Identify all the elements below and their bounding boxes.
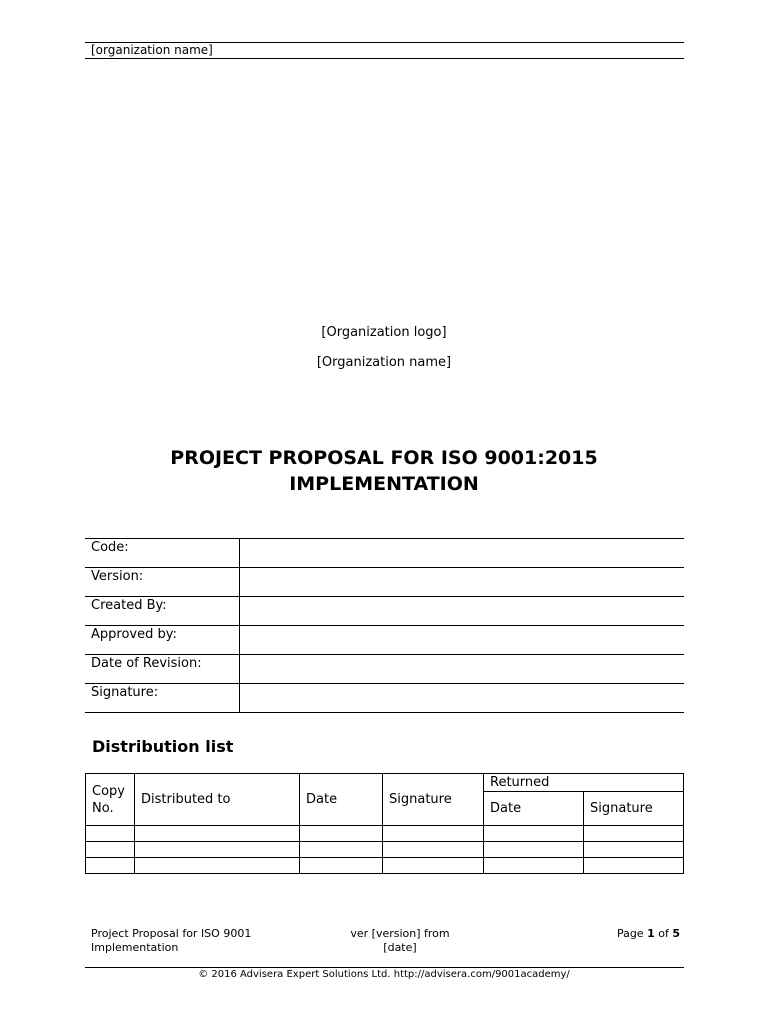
table-cell[interactable] xyxy=(86,826,135,842)
table-cell[interactable] xyxy=(86,842,135,858)
table-cell[interactable] xyxy=(584,842,684,858)
table-row xyxy=(86,858,684,874)
header-returned-date: Date xyxy=(484,792,584,826)
info-value xyxy=(240,626,685,655)
organization-name-placeholder: [Organization name] xyxy=(316,355,452,370)
footer-divider xyxy=(85,967,684,968)
header-distributed-to: Distributed to xyxy=(135,774,300,826)
info-value xyxy=(240,655,685,684)
info-label: Code: xyxy=(85,539,240,568)
table-cell[interactable] xyxy=(584,858,684,874)
header-copy-no: Copy No. xyxy=(86,774,135,826)
info-label: Created By: xyxy=(85,597,240,626)
table-cell[interactable] xyxy=(135,842,300,858)
table-cell[interactable] xyxy=(86,858,135,874)
table-row xyxy=(86,842,684,858)
header-organization-name: [organization name] xyxy=(91,43,213,57)
distribution-table xyxy=(85,773,684,874)
distribution-header-row xyxy=(86,774,684,792)
info-value xyxy=(240,684,685,713)
header-date: Date xyxy=(300,774,383,826)
document-title-line-1: PROJECT PROPOSAL FOR ISO 9001:2015 xyxy=(170,447,598,469)
page-prefix: Page xyxy=(616,927,648,940)
table-cell[interactable] xyxy=(135,858,300,874)
footer-document-name: Project Proposal for ISO 9001 Implementation xyxy=(91,927,252,954)
info-row-version xyxy=(85,568,684,597)
header-returned-signature: Signature xyxy=(584,792,684,826)
footer-page-number xyxy=(617,927,680,941)
info-value xyxy=(240,539,685,568)
table-row xyxy=(86,826,684,842)
document-title xyxy=(0,445,768,497)
info-label: Signature: xyxy=(85,684,240,713)
info-value xyxy=(240,597,685,626)
info-value xyxy=(240,568,685,597)
table-cell[interactable] xyxy=(383,858,484,874)
document-info-table xyxy=(85,538,684,713)
info-row-code xyxy=(85,539,684,568)
distribution-list-heading: Distribution list xyxy=(92,737,234,756)
info-label: Date of Revision: xyxy=(85,655,240,684)
table-cell[interactable] xyxy=(383,842,484,858)
info-row-approved-by xyxy=(85,626,684,655)
page-current: 1 xyxy=(647,927,655,940)
info-label: Approved by: xyxy=(85,626,240,655)
organization-logo-placeholder: [Organization logo] xyxy=(321,325,447,340)
header-returned: Returned xyxy=(484,774,684,792)
page-header xyxy=(85,42,684,59)
copyright-notice: © 2016 Advisera Expert Solutions Ltd. http://advisera.com/9001academy/ xyxy=(198,969,570,980)
info-row-date-of-revision xyxy=(85,655,684,684)
table-cell[interactable] xyxy=(484,842,584,858)
table-cell[interactable] xyxy=(300,858,383,874)
table-cell[interactable] xyxy=(484,826,584,842)
table-cell[interactable] xyxy=(300,826,383,842)
table-cell[interactable] xyxy=(135,826,300,842)
table-cell[interactable] xyxy=(383,826,484,842)
page-total: 5 xyxy=(672,927,680,940)
table-cell[interactable] xyxy=(584,826,684,842)
table-cell[interactable] xyxy=(484,858,584,874)
info-row-signature xyxy=(85,684,684,713)
footer-version: ver [version] from [date] xyxy=(350,927,450,954)
header-signature: Signature xyxy=(383,774,484,826)
page-of: of xyxy=(654,927,673,940)
document-title-line-2: IMPLEMENTATION xyxy=(289,473,479,495)
info-row-created-by xyxy=(85,597,684,626)
table-cell[interactable] xyxy=(300,842,383,858)
info-label: Version: xyxy=(85,568,240,597)
